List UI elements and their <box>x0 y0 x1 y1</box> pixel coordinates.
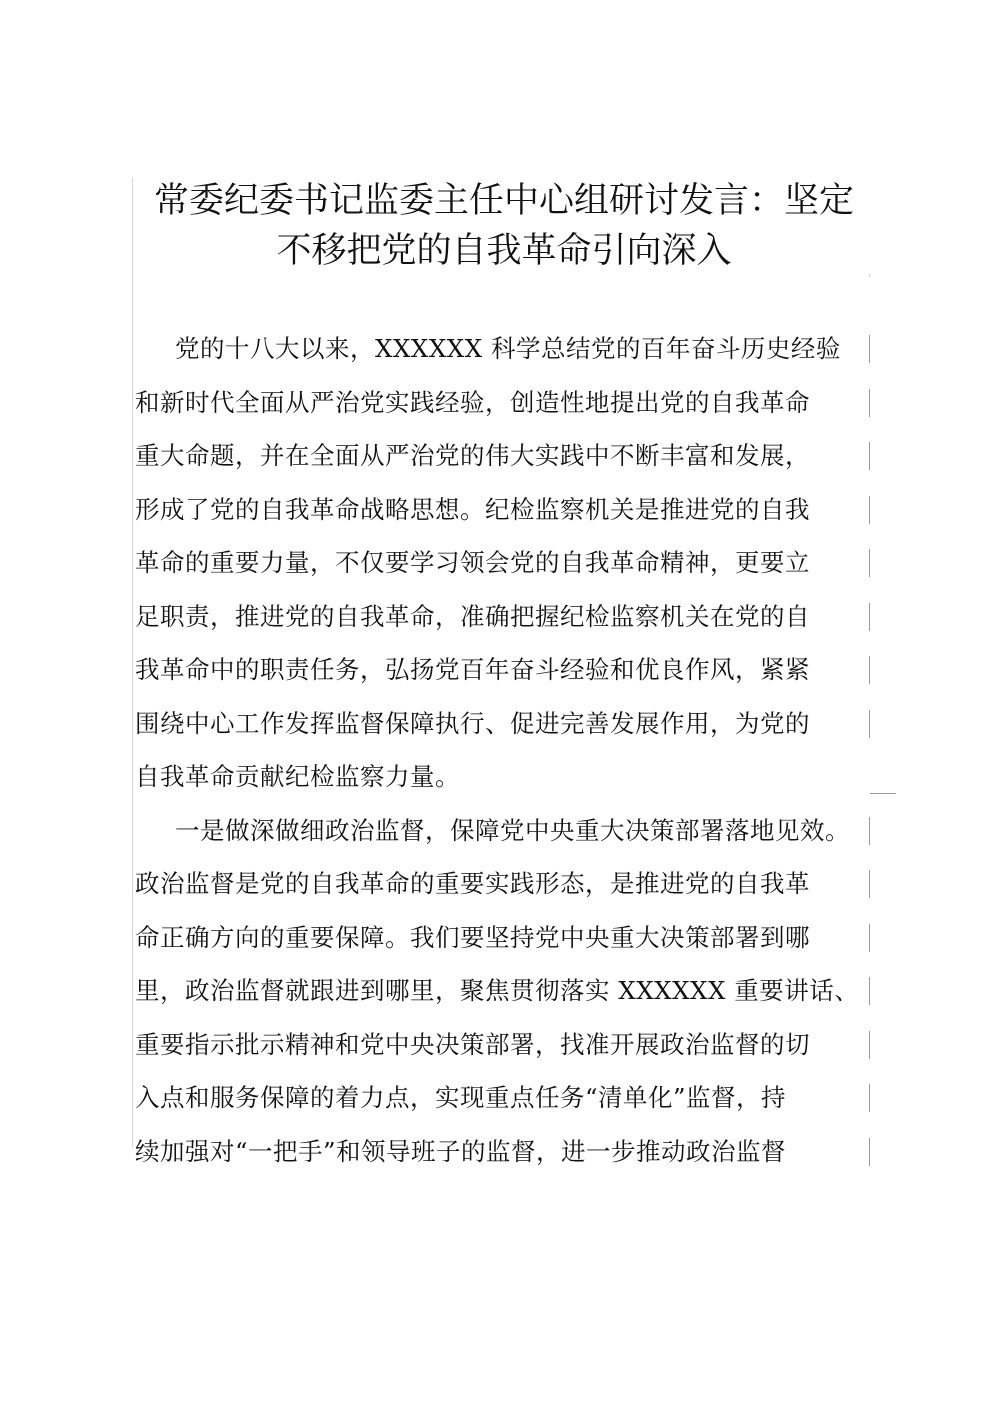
margin-bar <box>869 496 870 524</box>
body-line: 重大命题，并在全面从严治党的伟大实践中不断丰富和发展， <box>135 429 870 483</box>
left-margin-rule <box>132 178 133 1148</box>
margin-bar <box>869 977 870 1005</box>
margin-bar <box>869 1138 870 1166</box>
margin-bar <box>869 389 870 417</box>
margin-bar <box>869 870 870 898</box>
margin-tick <box>870 793 896 794</box>
body-line: 里，政治监督就跟进到哪里，聚焦贯彻落实 XXXXXX 重要讲话、 <box>135 964 870 1018</box>
body-line: 续加强对“一把手”和领导班子的监督，进一步推动政治监督 <box>135 1125 870 1179</box>
body-line: 党的十八大以来，XXXXXX 科学总结党的百年奋斗历史经验 <box>135 322 870 376</box>
document-body <box>135 322 870 1178</box>
body-line: 革命的重要力量，不仅要学习领会党的自我革命精神，更要立 <box>135 536 870 590</box>
body-line: 自我革命贡献纪检监察力量。 <box>135 762 460 791</box>
document-title <box>134 176 874 276</box>
body-line: 我革命中的职责任务，弘扬党百年奋斗经验和优良作风，紧紧 <box>135 643 870 697</box>
margin-bar <box>869 549 870 577</box>
body-line: 重要指示批示精神和党中央决策部署，找准开展政治监督的切 <box>135 1018 870 1072</box>
margin-bar <box>869 1084 870 1112</box>
body-line: 足职责，推进党的自我革命，准确把握纪检监察机关在党的自 <box>135 590 870 644</box>
margin-bar <box>869 656 870 684</box>
margin-bar <box>869 603 870 631</box>
title-line-1: 常委纪委书记监委主任中心组研讨发言：坚定 <box>153 181 854 221</box>
body-line: 围绕中心工作发挥监督保障执行、促进完善发展作用，为党的 <box>135 697 870 751</box>
body-line: 一是做深做细政治监督，保障党中央重大决策部署落地见效。 <box>135 804 870 858</box>
margin-bar <box>869 442 870 470</box>
body-line: 入点和服务保障的着力点，实现重点任务“清单化”监督，持 <box>135 1071 870 1125</box>
margin-bar <box>869 924 870 952</box>
margin-bar <box>869 1031 870 1059</box>
title-line-2: 不移把党的自我革命引向深入 <box>276 231 732 271</box>
margin-bar <box>869 817 870 845</box>
body-line: 和新时代全面从严治党实践经验，创造性地提出党的自我革命 <box>135 376 870 430</box>
body-line: 政治监督是党的自我革命的重要实践形态，是推进党的自我革 <box>135 857 870 911</box>
margin-bar <box>869 335 870 363</box>
body-line: 命正确方向的重要保障。我们要坚持党中央重大决策部署到哪 <box>135 911 870 965</box>
margin-bar <box>869 710 870 738</box>
body-line: 形成了党的自我革命战略思想。纪检监察机关是推进党的自我 <box>135 483 870 537</box>
